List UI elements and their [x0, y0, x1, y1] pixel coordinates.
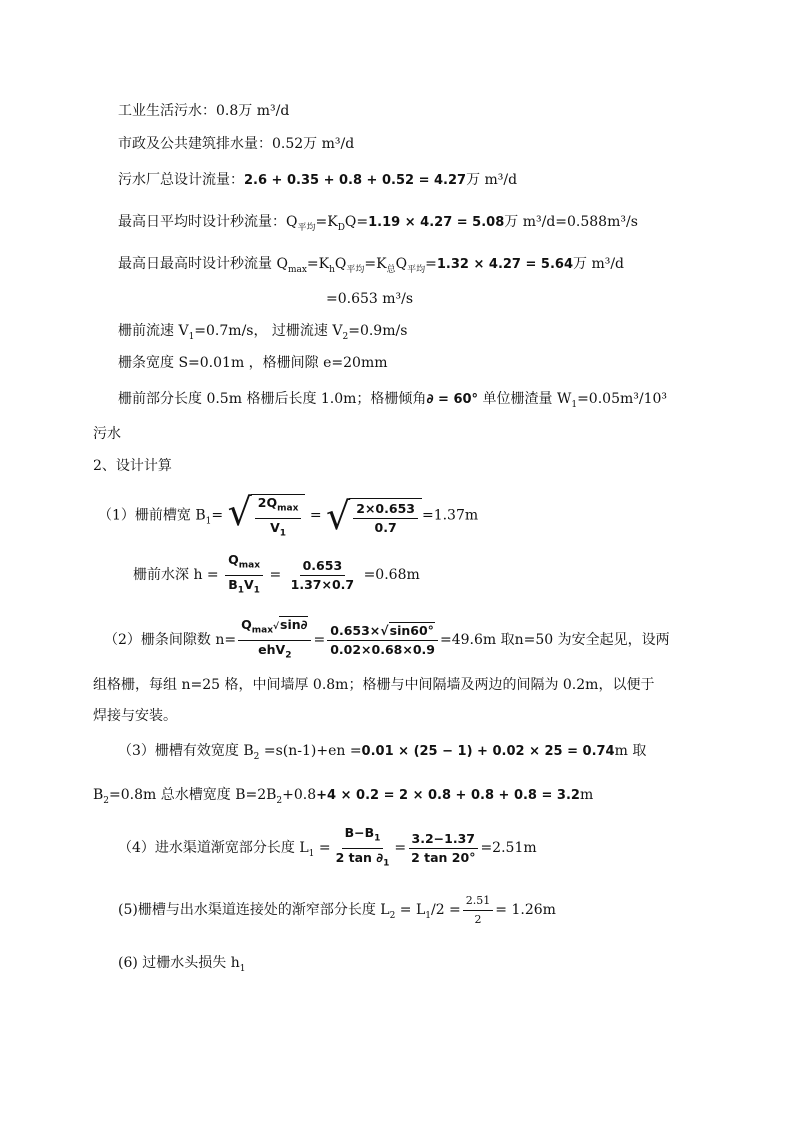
- calc-gap-count: （2）栅条间隙数 n= $\frac{Q_{max}√\sin\partial}{ehV_2}$ = $\frac{0.653\times√\sin 60^\circ}{0.02\times 0.68\times 0.9}$ =49.6m 取n=50 为安全起见，设两: [104, 617, 670, 660]
- line-sewage: 污水: [93, 426, 121, 442]
- calc-total-width: $B_2=0.8m$ 总水槽宽度 $B=2B_2+0.8+4 \times 0.2 = 2 \times 0.8 + 0.8 + 0.8 = 3.2m$: [93, 787, 594, 806]
- line-lengths-angle: 栅前部分长度 0.5m 格栅后长度 1.0m；格栅倾角∂ = 60° 单位栅渣量 $W_1=0.05m^3/10^3$: [118, 391, 668, 410]
- calc-water-depth: 栅前水深 h = $\frac{Q_{max}}{B_1V_1}$ = $\frac{0.653}{1.37\times 0.7}$ =0.68m: [133, 552, 420, 595]
- calc-effective-width: （3）栅槽有效宽度 $B_2 =s(n-1)+en =0.01 \times (25 - 1) + 0.02 \times 25 = 0.74m$ 取: [118, 743, 647, 762]
- line-max-design-flow: 最高日最高时设计秒流量 $Q_{max}=K_hQ_{平均}=K_总Q_{平均}=1.32 \times 4.27 = 5.64$万 m³/d: [118, 256, 625, 275]
- gap-count-line2: 组格栅，每组 n=25 格，中间墙厚 0.8m；格栅与中间隔墙及两边的间隔为 0.2m，以便于: [93, 677, 655, 693]
- line-avg-design-flow: 最高日平均时设计秒流量：$Q_{平均}=K_DQ=1.19 \times 4.27 = 5.08$万 m³/d=0.588m³/s: [118, 214, 638, 233]
- line-total-design-flow: 污水厂总设计流量：2.6 + 0.35 + 0.8 + 0.52 = 4.27万 m³/d: [118, 172, 518, 188]
- line-bar-width: 栅条宽度 S=0.01m ，格栅间隙 e=20mm: [118, 355, 388, 371]
- calc-head-loss: (6) 过栅水头损失 $h_1$: [118, 955, 246, 974]
- line-industrial-sewage: 工业生活污水：0.8万 m³/d: [118, 103, 290, 119]
- line-max-flow-value: =0.653 m³/s: [326, 291, 414, 307]
- section-heading: 2、设计计算: [93, 458, 172, 474]
- line-velocities: 栅前流速 $V_1=0.7m/s$， 过栅流速 $V_2=0.9m/s$: [118, 323, 408, 342]
- gap-count-line3: 焊接与安装。: [93, 708, 177, 724]
- line-municipal-drainage: 市政及公共建筑排水量：0.52万 m³/d: [118, 136, 355, 152]
- calc-outlet-narrowing-length: (5)栅槽与出水渠道连接处的渐窄部分长度 $L_2 = L_1/2$ = $\frac{2.51}{2}$ = 1.26m: [118, 893, 556, 926]
- calc-channel-width: （1）栅前槽宽 $B_1=$ √ $\frac{2Q_{max}}{V_1}$ = √ $\frac{2\times 0.653}{0.7}$ =1.37m: [98, 490, 478, 546]
- calc-inlet-widening-length: （4）进水渠道渐宽部分长度 $L_1$ = $\frac{B-B_1}{2 \tan \partial_1}$ = $\frac{3.2-1.37}{2 \tan 20^\circ}$ =2.51m: [118, 825, 537, 868]
